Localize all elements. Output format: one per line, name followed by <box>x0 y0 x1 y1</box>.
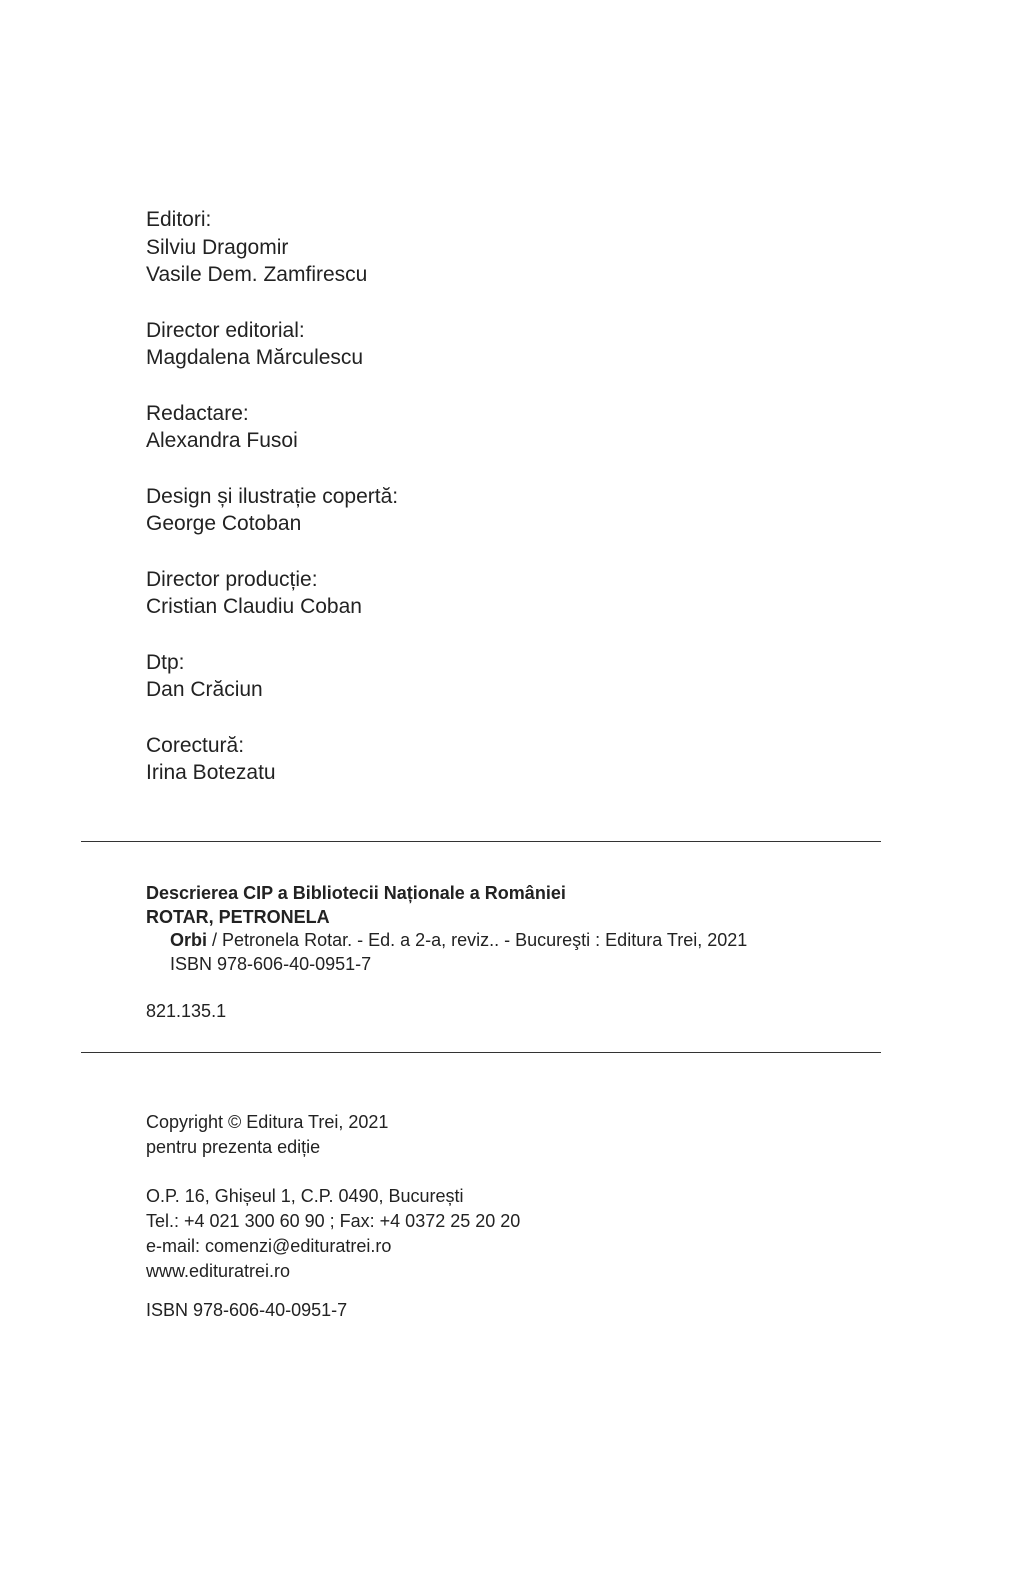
divider-bottom <box>81 1052 881 1053</box>
cip-title-line <box>146 929 747 953</box>
credit-role: Dtp: <box>146 650 185 674</box>
publisher-phone: Tel.: +4 021 300 60 90 ; Fax: +4 0372 25 20 20 <box>146 1211 521 1231</box>
cip-block <box>146 882 747 1024</box>
cip-classification: 821.135.1 <box>146 1001 227 1021</box>
credit-role: Redactare: <box>146 401 249 425</box>
credit-role: Editori: <box>146 208 212 231</box>
credit-name: Alexandra Fusoi <box>146 429 298 452</box>
editorial-credits <box>146 206 398 815</box>
credit-name: George Cotoban <box>146 512 302 535</box>
copyright-line: Copyright © Editura Trei, 2021 <box>146 1112 389 1132</box>
publisher-address: O.P. 16, Ghișeul 1, C.P. 0490, București <box>146 1186 464 1206</box>
cip-author: ROTAR, PETRONELA <box>146 906 330 927</box>
cip-title-details: / Petronela Rotar. - Ed. a 2-a, reviz.. - Bucureşti : Editura Trei, 2021 <box>207 930 748 950</box>
credit-name: Cristian Claudiu Coban <box>146 595 362 618</box>
cip-heading: Descrierea CIP a Bibliotecii Naționale a României <box>146 883 566 903</box>
book-isbn: ISBN 978-606-40-0951-7 <box>146 1300 348 1320</box>
credit-group-cover-design <box>146 483 398 538</box>
credit-name: Silviu Dragomir <box>146 235 289 259</box>
imprint-block <box>146 1110 520 1323</box>
divider-top <box>81 841 881 842</box>
credit-group-production-director <box>146 566 398 621</box>
credit-group-proofreading <box>146 732 398 787</box>
credit-group-editorial-director <box>146 317 398 372</box>
credit-role: Corectură: <box>146 733 245 757</box>
edition-note: pentru prezenta ediție <box>146 1137 321 1157</box>
credit-role: Director producție: <box>146 567 318 591</box>
publisher-website: www.edituratrei.ro <box>146 1261 291 1281</box>
cip-isbn: ISBN 978-606-40-0951-7 <box>170 953 372 974</box>
credit-role: Director editorial: <box>146 318 305 342</box>
cip-title: Orbi <box>170 930 208 950</box>
publisher-email: e-mail: comenzi@edituratrei.ro <box>146 1236 392 1256</box>
credit-group-editors <box>146 206 398 289</box>
credit-name: Magdalena Mărculescu <box>146 346 364 369</box>
credit-role: Design și ilustrație copertă: <box>146 484 399 508</box>
credit-group-copy-editing <box>146 400 398 455</box>
credit-group-dtp <box>146 649 398 704</box>
credit-name: Dan Crăciun <box>146 678 263 701</box>
credit-name: Vasile Dem. Zamfirescu <box>146 263 368 286</box>
credit-name: Irina Botezatu <box>146 761 276 784</box>
